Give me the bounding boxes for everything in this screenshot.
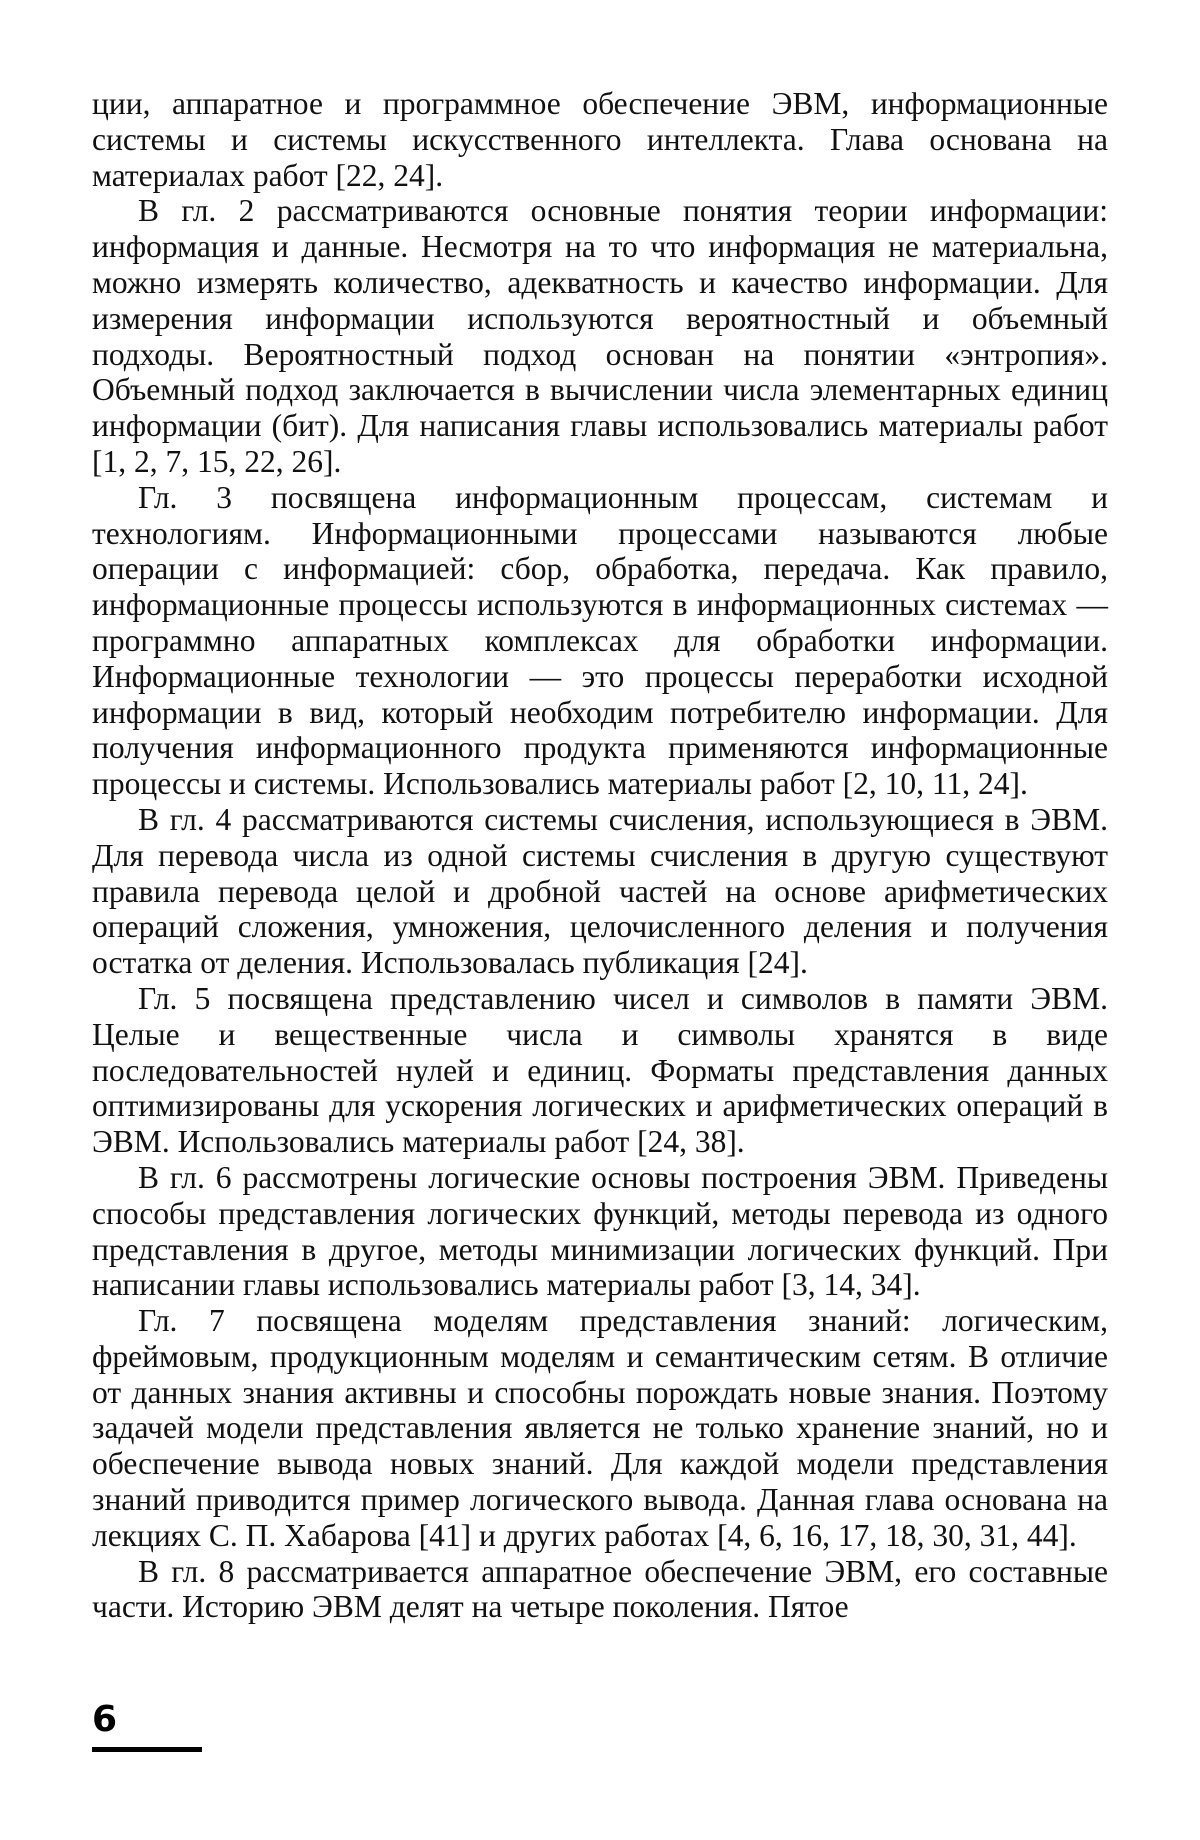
paragraph-chapter-4: В гл. 4 рассматриваются системы счисления, использующиеся в ЭВМ. Для перевода числа из одной системы счисления в другую существуют правила перевода целой и дробной частей на основе арифметических операций сложения, умножения, целочисленного деления и получения остатка от деления. Использовалась публикация [24]. [92,801,1108,981]
paragraph-continuation: ции, аппаратное и программное обеспечение ЭВМ, информационные системы и системы искусственного интеллекта. Глава основана на материалах работ [22, 24]. [92,86,1108,193]
paragraph-chapter-6: В гл. 6 рассмотрены логические основы построения ЭВМ. Приведены способы представления логических функций, методы перевода из одного представления в другое, методы минимизации логических функций. При написании главы использовались материалы работ [3, 14, 34]. [92,1159,1108,1303]
page-body [92,86,1108,1736]
paragraph-chapter-7: Гл. 7 посвящена моделям представления знаний: логическим, фреймовым, продукционным моделям и семантическим сетям. В отличие от данных знания активны и способны порождать новые знания. Поэтому задачей модели представления является не только хранение знаний, но и обеспечение вывода новых знаний. Для каждой модели представления знаний приводится пример логического вывода. Данная глава основана на лекциях С. П. Хабарова [41] и других работах [4, 6, 16, 17, 18, 30, 31, 44]. [92,1303,1108,1553]
page-number-rule [92,1747,202,1752]
page-number: 6 [92,1699,118,1740]
body-text [92,86,1108,1625]
paragraph-chapter-5: Гл. 5 посвящена представлению чисел и символов в памяти ЭВМ. Целые и вещественные числа и символы хранятся в виде последовательностей нулей и единиц. Форматы представления данных оптимизированы для ускорения логических и арифметических операций в ЭВМ. Использовались материалы работ [24, 38]. [92,980,1108,1160]
paragraph-chapter-3: Гл. 3 посвящена информационным процессам, системам и технологиям. Информационными процессами называются любые операции с информацией: сбор, обработка, передача. Как правило, информационные процессы используются в информационных системах — программно аппаратных комплексах для обработки информации. Информационные технологии — это процессы переработки исходной информации в вид, который необходим потребителю информации. Для получения информационного продукта применяются информационные процессы и системы. Использовались материалы работ [2, 10, 11, 24]. [92,479,1108,802]
paragraph-chapter-2: В гл. 2 рассматриваются основные понятия теории информации: информация и данные. Несмотря на то что информация не материальна, можно измерять количество, адекватность и качество информации. Для измерения информации используются вероятностный и объемный подходы. Вероятностный подход основан на понятии «энтропия». Объемный подход заключается в вычислении числа элементарных единиц информации (бит). Для написания главы использовались материалы работ [1, 2, 7, 15, 22, 26]. [92,193,1108,479]
paragraph-chapter-8: В гл. 8 рассматривается аппаратное обеспечение ЭВМ, его составные части. Историю ЭВМ делят на четыре поколения. Пятое [92,1553,1108,1625]
